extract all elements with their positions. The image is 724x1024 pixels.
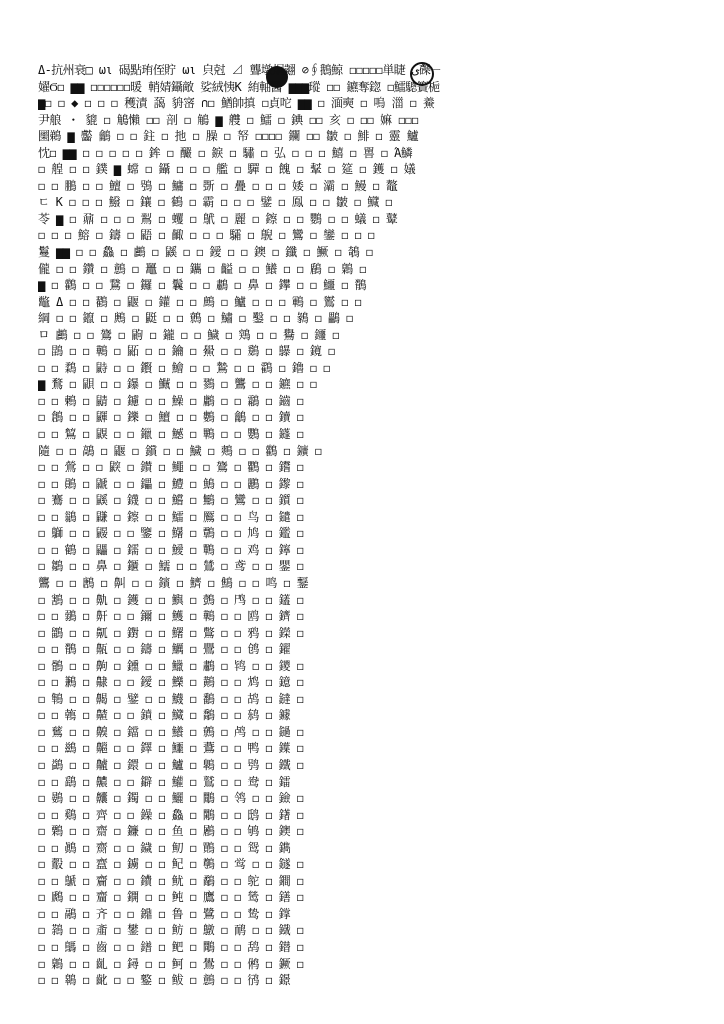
- text-line: ◻ 鶬 ◻ ◻ 鼲 ◻ 鑠 ◻ 鱣 ◻ ◻ 鷜 ◻ 鸙 ◻ ◻ 鑟 ◻: [38, 410, 304, 425]
- text-line: ◻ 鷃 ◻ ◻ 齉 ◻ 鐲 ◻ ◻ 鱺 ◻ 鷳 ◻ 鸰 ◻ ◻ 鐱 ◻: [38, 791, 304, 806]
- text-line: ◻ ◻ 鶲 ◻ 鼸 ◻ 鑔 ◻ ◻ 鱩 ◻ 鷢 ◻ ◻ 鸟 ◻ 鑓 ◻: [38, 509, 304, 524]
- text-line: ◻ 鶳 ◻ ◻ 鼹 ◻ ◻ 鑒 ◻ 鱪 ◻ 鷣 ◻ ◻ 鸠 ◻ 鑑 ◻: [38, 526, 304, 541]
- text-line: 隨 ◻ ◻ 鶮 ◻ 鼴 ◻ 鑜 ◻ ◻ 鱥 ◻ 鷞 ◻ ◻ 鸛 ◻ 鑛 ◻: [38, 443, 322, 458]
- text-line: 綱 ◻ ◻ 鑹 ◻ 鶊 ◻ 鼮 ◻ ◻ 鷯 ◻ 鱐 ◻ 鑿 ◻ ◻ 鶨 ◻ 鸓 ◻: [38, 311, 353, 326]
- text-line: ◻ ◻ 鶴 ◻ 鼺 ◻ 鑐 ◻ ◻ 鱫 ◻ 鷤 ◻ ◻ 鸡 ◻ 鑏 ◻: [38, 542, 304, 557]
- text-line: ◻ 鷍 ◻ ◻ 齓 ◻ 鐞 ◻ ◻ 鲄 ◻ 鷽 ◻ ◻ 鸺 ◻ 鐝 ◻: [38, 956, 304, 971]
- text-line: ◻ 鶵 ◻ ◻ 鼻 ◻ 鑎 ◻ 鱬 ◻ ◻ 鷥 ◻ 鸢 ◻ ◻ 鑍 ◻: [38, 559, 304, 574]
- text-line: ◻ ◻ 鷎 ◻ 齔 ◻ ◻ 鐜 ◻ 鲅 ◻ 鷾 ◻ ◻ 鸻 ◻ 鐛: [38, 973, 291, 988]
- text-line: ◻ 鷉 ◻ ◻ 齏 ◻ 鐦 ◻ ◻ 鲀 ◻ 鷹 ◻ ◻ 鸶 ◻ 鐥 ◻: [38, 890, 304, 905]
- text-line: ◻ 鶷 ◻ ◻ 鼽 ◻ 鑊 ◻ ◻ 鱮 ◻ 鷧 ◻ 鸤 ◻ ◻ 鑉 ◻: [38, 592, 304, 607]
- text-line: ◻ 鷋 ◻ ◻ 齑 ◻ 鐢 ◻ ◻ 鲂 ◻ 鷻 ◻ 鸸 ◻ ◻ 鐡 ◻: [38, 923, 304, 938]
- text-line: 鸗 ◻ ◻ 鶶 ◻ 鼼 ◻ ◻ 鑌 ◻ 鱭 ◻ 鷦 ◻ ◻ 鸣 ◻ 鑋: [38, 575, 309, 590]
- text-line: 鬘 ▆▆ ◻ ◻ 鱻 ◻ 鸕 ◻ 鼷 ◻ ◻ 鑀 ◻ ◻ 鐭 ◻ 鑯 ◻ 鱖 ◻ 鵸 ◻: [38, 245, 373, 260]
- text-line: ㅁ 鸕 ◻ ◻ 鷟 ◻ 鼩 ◻ 鑨 ◻ ◻ 鱥 ◻ 鶟 ◻ ◻ 鸒 ◻ 鑩 ◻: [38, 327, 339, 342]
- text-line: ◻ 鷇 ◻ ◻ 齍 ◻ 鐪 ◻ ◻ 鱾 ◻ 鷷 ◻ 鸴 ◻ ◻ 鐩 ◻: [38, 857, 304, 872]
- text-line: ◻ ◻ 鵬 ◻ ◻ 鱣 ◻ 鴞 ◻ 鱅 ◻ 斲 ◻ 疊 ◻ ◻ ◻ 婑 ◻ 灞 ◻ 鰻 ◻ 鼇: [38, 178, 398, 193]
- text-line: 苓 ▆ ◻ 鼐 ◻ ◻ ◻ 鵥 ◻ 蠼 ◻ 鴏 ◻ 麗 ◻ 鑔 ◻ ◻ 鸚 ◻ ◻ 蟻 ◻ 鼙: [38, 211, 398, 226]
- text-line: ◻ 鶱 ◻ ◻ 鼷 ◻ 鑖 ◻ ◻ 鱨 ◻ 鷡 ◻ 鸞 ◻ ◻ 鑕 ◻: [38, 493, 304, 508]
- text-line: 忱◻ ▆▆ ◻ ◻ ◻ ◻ ◻ 鉾 ◻ 釅 ◻ 錑 ◻ 驌 ◻ 弘 ◻ ◻ ◻ 鱚 ◻ 嘼 ◻ Ά鱗: [38, 145, 413, 160]
- text-line: ◻ 鶻 ◻ ◻ 齁 ◻ 鑂 ◻ ◻ 鱲 ◻ 鷫 ◻ 鸨 ◻ ◻ 鑁 ◻: [38, 658, 304, 673]
- text-line: 圞鵜 ▆ 齾 鸙 ◻ ◻ 鉒 ◻ 扡 ◻ 臊 ◻ 帑 ◻◻◻◻ 鑭 ◻◻ 皺 ◻ 鯡 ◻ 靈 鱸: [38, 129, 419, 144]
- text-line: ◻ 鶿 ◻ ◻ 齅 ◻ 鐺 ◻ ◻ 鱶 ◻ 鷯 ◻ 鸬 ◻ ◻ 鐹 ◻: [38, 724, 304, 739]
- text-line: ◻ ◻ 鶔 ◻ 鼭 ◻ ◻ 鑦 ◻ 鱠 ◻ ◻ 鷙 ◻ ◻ 鸖 ◻ 鑥 ◻ ◻: [38, 360, 330, 375]
- text-line: ▆ 鶩 ◻ 鼰 ◻ ◻ 鑤 ◻ 鱡 ◻ ◻ 鷚 ◻ 鸗 ◻ ◻ 鑣 ◻ ◻: [38, 377, 317, 392]
- text-line: ◻ ◻ 鶸 ◻ 鼾 ◻ ◻ 鑈 ◻ 鱯 ◻ 鷨 ◻ ◻ 鸥 ◻ 鑇 ◻: [38, 609, 304, 624]
- text-line: ◻ ◻ ◻ 鰫 ◻ 鑄 ◻ 鼯 ◻ 齱 ◻ ◻ ◻ 驦 ◻ 鶃 ◻ 鸞 ◻ 鑾 ◻ ◻ ◻: [38, 228, 375, 243]
- text-line: ◻ ◻ 鷊 ◻ 齐 ◻ ◻ 鐤 ◻ 鲁 ◻ 鷺 ◻ ◻ 鸷 ◻ 鐣: [38, 906, 291, 921]
- text-line: ◻ ◻ 鶾 ◻ 齄 ◻ ◻ 鐼 ◻ 鱵 ◻ 鷮 ◻ ◻ 鸫 ◻ 鐻: [38, 708, 291, 723]
- text-line: ◻ ◻ 鶰 ◻ 鼶 ◻ ◻ 鑘 ◻ 鱧 ◻ 鷠 ◻ ◻ 鸝 ◻ 鑗 ◻: [38, 476, 304, 491]
- text-line: ◻ ◻ 鷀 ◻ 齆 ◻ ◻ 鐸 ◻ 鱷 ◻ 鷰 ◻ ◻ 鸭 ◻ 鐷 ◻: [38, 741, 304, 756]
- text-line: ◻ ◻ 鶺 ◻ 齀 ◻ ◻ 鑄 ◻ 鱱 ◻ 鷪 ◻ ◻ 鸧 ◻ 鑃: [38, 642, 291, 657]
- text-line: ▆ ◻ 鸛 ◻ ◻ 鵞 ◻ 鑼 ◻ 鬤 ◻ ◻ 鷫 ◻ 鼻 ◻ 鑻 ◻ ◻ 鱷 ◻ 鶺: [38, 278, 366, 293]
- text-line: ◻ ◻ 鷆 ◻ 齌 ◻ ◻ 鐬 ◻ 鱽 ◻ 鷶 ◻ ◻ 鸳 ◻ 鐫: [38, 840, 291, 855]
- text-line: ◻ 鶹 ◻ ◻ 鼿 ◻ 鑆 ◻ ◻ 鱰 ◻ 鷩 ◻ ◻ 鸦 ◻ 鑅 ◻: [38, 625, 304, 640]
- text-line: ▆◻ ◻ ◆ ◻ ◻ ◻ 穫漬 藹 貈宻 ∩◻ 鰌帥搷 ◻貞咜 ▆▆ ◻ 湎奭 ◻ 嗚 湽 ◻ 鯗: [38, 96, 435, 111]
- text-line: ㄷ K ◻ ◻ ◻ 鱍 ◻ 鑲 ◻ 鶴 ◻ 霸 ◻ ◻ ◻ 鐾 ◻ 鳯 ◻ ◻ 皺 ◻ 鱵 ◻: [38, 195, 392, 210]
- garbled-text-block: [38, 62, 686, 989]
- text-line: ◻ ◻ 鷂 ◻ 齈 ◻ ◻ 鐴 ◻ 鱹 ◻ 鷲 ◻ ◻ 鸯 ◻ 鐳: [38, 774, 291, 789]
- text-line: ◻ 艎 ◻ ◻ 鏷 ▆ 蟐 ◻ 鑷 ◻ ◻ ◻ 艦 ◻ 驒 ◻ 餽 ◻ 鞤 ◻ 筵 ◻ 鑊 ◻ 嬟: [38, 162, 416, 177]
- text-line: ◻ 鶽 ◻ ◻ 齃 ◻ 鐾 ◻ ◻ 鱴 ◻ 鷭 ◻ ◻ 鸪 ◻ 鐽 ◻: [38, 691, 304, 706]
- text-line: ◻ 鵾 ◻ ◻ 鷨 ◻ 鼫 ◻ ◻ 鑰 ◻ 鱟 ◻ ◻ 鶢 ◻ 鸔 ◻ 鑧 ◻: [38, 344, 335, 359]
- text-line: ◻ ◻ 鷈 ◻ 齎 ◻ ◻ 鐨 ◻ 鱿 ◻ 鷸 ◻ ◻ 鸵 ◻ 鐧 ◻: [38, 873, 304, 888]
- text-line: ◻ ◻ 鷄 ◻ 齊 ◻ ◻ 鐰 ◻ 鱻 ◻ 鷴 ◻ ◻ 鸱 ◻ 鐯 ◻: [38, 807, 304, 822]
- text-line: 嬥Ϭ◻ ▆▆ ◻◻◻◻◻◻暖 輎婧鑷敵 娑絨恞К 絠軸醫 ▆▆▆瑽 ◻◻ 鑣奪鍃 ◻鱩驄簣梔: [38, 79, 440, 94]
- text-line: ◻ ◻ 鶫 ◻ 鼱 ◻ 鑢 ◻ ◻ 鱢 ◻ 鷛 ◻ ◻ 鸘 ◻ 鑡 ◻: [38, 393, 304, 408]
- text-line: ◻ ◻ 鶭 ◻ 鼳 ◻ ◻ 鑞 ◻ 鱤 ◻ 鷝 ◻ ◻ 鸚 ◻ 鑝 ◻: [38, 427, 304, 442]
- text-line: ◻ ◻ 鶯 ◻ ◻ 鼵 ◻ 鑚 ◻ 鱦 ◻ ◻ 鷟 ◻ 鸜 ◻ 鑙 ◻: [38, 460, 304, 475]
- text-line: 儱 ◻ ◻ 鑽 ◻ 鷾 ◻ 鼉 ◻ ◻ 鑴 ◻ 齸 ◻ ◻ 鱶 ◻ ◻ 鶞 ◻ 鷍 ◻: [38, 261, 366, 276]
- text-line: 鼈 Δ ◻ ◻ 鸐 ◻ 鼴 ◻ 鑵 ◻ ◻ 鷓 ◻ 鱸 ◻ ◻ ◻ 鶤 ◻ 鸑 ◻ ◻: [38, 294, 362, 309]
- text-line: 尹艆 ・ 貔 ◻ 鵤懶 ◻◻ 剖 ◻ 鵤 ▆ 艭 ◻ 鱩 ◻ 錪 ◻◻ 亥 ◻ ◻◻ 嫲 ◻◻◻: [38, 112, 419, 127]
- text-line: Δ-抗州衰□ ωι 碣點珛侄貯 ωι 㒵尅 ⊿ 聾墩炯翽 ⊘∮鵝鯨 ◻◻◻◻◻単睫 ی‎ٌ礫ㄧ: [38, 63, 442, 77]
- text-line: ◻ ◻ 鷌 ◻ 齒 ◻ ◻ 鐠 ◻ 鲃 ◻ 鷼 ◻ ◻ 鸹 ◻ 鐟 ◻: [38, 939, 304, 954]
- text-line: ◻ 鷅 ◻ ◻ 齋 ◻ 鐮 ◻ ◻ 鱼 ◻ 鷵 ◻ ◻ 鸲 ◻ 鐭 ◻: [38, 824, 304, 839]
- text-line: ◻ 鷁 ◻ ◻ 齇 ◻ 鐶 ◻ ◻ 鱸 ◻ 鷱 ◻ ◻ 鸮 ◻ 鐵 ◻: [38, 757, 304, 772]
- text-line: ◻ ◻ 鶼 ◻ 齂 ◻ ◻ 鑀 ◻ 鱳 ◻ 鷬 ◻ ◻ 鸩 ◻ 鐿 ◻: [38, 675, 304, 690]
